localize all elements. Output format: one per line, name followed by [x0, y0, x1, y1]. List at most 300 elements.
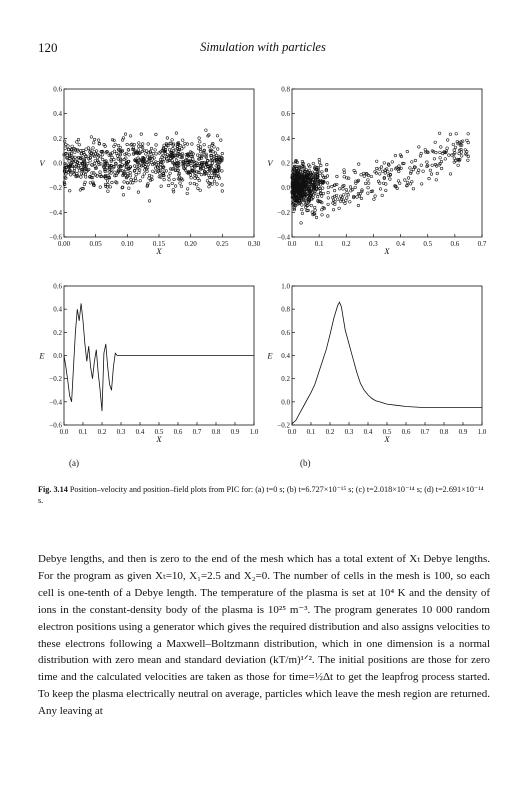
data-point [360, 173, 363, 176]
data-point [93, 162, 96, 165]
data-point [315, 216, 318, 219]
data-point [420, 164, 423, 167]
data-point [154, 171, 157, 174]
data-point [430, 173, 433, 176]
x-axis-label: X [384, 246, 390, 256]
data-point [129, 174, 132, 177]
data-point [431, 164, 434, 167]
data-point [354, 186, 357, 189]
data-point [174, 185, 177, 188]
data-point [367, 186, 370, 189]
data-point [152, 152, 155, 155]
x-tick-label: 0.6 [450, 240, 460, 248]
data-point [375, 160, 378, 163]
data-point [168, 179, 171, 182]
x-tick-label: 0.10 [121, 240, 134, 248]
data-point [453, 149, 456, 152]
x-axis-label: X [156, 246, 162, 256]
data-point [332, 208, 335, 211]
data-point [434, 141, 437, 144]
data-point [375, 167, 378, 170]
data-point [65, 143, 68, 146]
data-point [137, 149, 140, 152]
data-point [357, 163, 360, 166]
data-point [444, 158, 447, 161]
y-tick-label: 0.2 [53, 134, 62, 143]
x-tick-label: 0.3 [116, 428, 126, 436]
data-point [321, 214, 324, 217]
data-point [435, 179, 438, 182]
data-point [381, 194, 384, 197]
y-tick-label: −0.2 [277, 208, 290, 217]
y-tick-label: −0.4 [277, 233, 290, 242]
data-point [106, 186, 109, 189]
data-point [409, 183, 412, 186]
data-point [138, 169, 141, 172]
data-point [148, 200, 151, 203]
data-point [391, 161, 394, 164]
data-point [438, 132, 441, 135]
data-point [384, 172, 387, 175]
data-point [317, 193, 320, 196]
data-point [99, 171, 102, 174]
data-point [379, 188, 382, 191]
data-point [321, 171, 324, 174]
data-point [152, 170, 155, 173]
y-axis-label: V [267, 158, 273, 168]
x-tick-label: 0.1 [78, 428, 88, 436]
data-point [342, 194, 345, 197]
x-tick-label: 0.25 [216, 240, 229, 248]
data-point [428, 177, 431, 180]
x-tick-label: 0.3 [369, 240, 378, 248]
data-point [310, 204, 313, 207]
data-point [175, 132, 178, 135]
data-point [169, 172, 172, 175]
data-point [320, 164, 323, 167]
data-point [198, 137, 201, 140]
data-point [406, 150, 409, 153]
data-point [213, 180, 216, 183]
data-point [343, 169, 346, 172]
x-tick-label: 0.6 [401, 428, 411, 436]
data-point [166, 137, 169, 140]
figure-caption [38, 484, 490, 506]
data-point [171, 139, 174, 142]
data-point [318, 161, 321, 164]
y-tick-label: 0.2 [281, 375, 290, 384]
y-tick-label: 0.0 [281, 184, 290, 193]
data-point [449, 173, 452, 176]
data-point [135, 173, 138, 176]
data-point [137, 191, 140, 194]
data-point [140, 133, 143, 136]
data-point [97, 139, 100, 142]
data-point [155, 153, 158, 156]
y-tick-label: 0.8 [281, 305, 290, 314]
data-point [168, 175, 171, 178]
data-point [206, 180, 209, 183]
data-point [111, 156, 114, 159]
data-point [301, 208, 304, 211]
data-point [409, 167, 412, 170]
data-point [203, 143, 206, 146]
data-point [400, 167, 403, 170]
data-point [111, 181, 114, 184]
data-point [186, 192, 189, 195]
series-line [292, 302, 482, 424]
data-point [148, 177, 151, 180]
data-point [457, 164, 460, 167]
data-point [111, 138, 114, 141]
data-point [163, 158, 166, 161]
x-tick-label: 0.6 [173, 428, 183, 436]
data-point [318, 158, 321, 161]
data-point [160, 185, 163, 188]
data-point [130, 178, 133, 181]
data-point [398, 170, 401, 173]
y-tick-label: 0.4 [281, 352, 290, 360]
chart-bottom-left [38, 283, 258, 445]
panel-label-b: (b) [300, 458, 311, 468]
x-tick-label: 0.1 [314, 240, 324, 248]
data-point [314, 209, 317, 212]
data-point [101, 158, 104, 161]
data-point [327, 186, 330, 189]
chart-bottom-right [266, 283, 486, 445]
x-tick-label: 0.8 [211, 428, 221, 436]
data-point [69, 174, 72, 177]
data-point [460, 155, 463, 158]
data-point [389, 178, 392, 181]
data-point [74, 151, 77, 154]
data-point [448, 154, 451, 157]
data-point [168, 148, 171, 151]
data-point [199, 189, 202, 192]
data-point [301, 212, 304, 215]
caption-label: Fig. 3.14 [38, 485, 68, 494]
y-tick-label: −0.2 [49, 375, 62, 384]
x-tick-label: 0.7 [420, 428, 430, 436]
x-tick-label: 0.5 [423, 240, 433, 248]
x-tick-label: 0.0 [287, 240, 297, 248]
data-point [107, 190, 110, 193]
data-point [221, 152, 224, 155]
data-point [208, 185, 211, 188]
data-point [374, 195, 377, 198]
y-tick-label: 0.4 [53, 305, 62, 314]
data-point [80, 176, 83, 179]
body-text [38, 551, 490, 720]
data-point [113, 145, 116, 148]
data-point [420, 183, 423, 186]
x-tick-label: 0.1 [306, 428, 316, 436]
data-point [331, 185, 334, 188]
data-point [333, 189, 336, 192]
data-point [439, 157, 442, 160]
data-point [191, 143, 194, 146]
data-point [113, 139, 116, 142]
data-point [412, 187, 415, 190]
data-point [346, 197, 349, 200]
y-tick-label: −0.6 [49, 233, 62, 242]
x-tick-label: 0.4 [396, 240, 405, 248]
data-point [183, 145, 186, 148]
data-point [155, 133, 158, 136]
data-point [200, 173, 203, 176]
data-point [79, 189, 82, 192]
data-point [313, 206, 316, 209]
data-point [138, 142, 141, 145]
data-point [196, 154, 199, 157]
data-point [342, 188, 345, 191]
data-point [181, 139, 184, 142]
caption-text: Position–velocity and position–field plots from PIC for: (a) t=0 s; (b) t=6.727×10⁻¹⁵ s; (c) t=2.018×10⁻¹⁴ s; (d) t=2.691×10⁻¹⁴ s. [38, 485, 484, 505]
x-tick-label: 0.0 [287, 428, 297, 436]
y-tick-label: −0.2 [49, 184, 62, 193]
data-point [96, 157, 99, 160]
data-point [141, 143, 144, 146]
x-tick-label: 0.2 [97, 428, 107, 436]
data-point [343, 175, 346, 178]
y-tick-label: 1.0 [281, 282, 290, 291]
data-point [186, 143, 189, 146]
data-point [455, 133, 458, 136]
x-tick-label: 0.9 [458, 428, 468, 436]
page-number: 120 [38, 40, 58, 55]
data-point [436, 172, 439, 175]
data-point [180, 185, 183, 188]
data-point [128, 154, 131, 157]
data-point [197, 187, 200, 190]
data-point [87, 162, 90, 165]
data-point [221, 170, 224, 173]
data-point [440, 167, 443, 170]
data-point [349, 186, 352, 189]
x-tick-label: 0.2 [325, 428, 335, 436]
body-paragraph: Debye lengths, and then is zero to the end of the mesh which has a total extent of Xₜ Debye lengths. For the program as given Xₜ=10, X₁=2.5 and X₂=0. The number of cells in the mesh is 100, so each cell is one-tenth of a Debye length. The temperature of the plasma is set at 10⁴ K and the density of ions in the constant-density body of the plasma is 10²⁵ m⁻³. The program generates 10 000 random electron positions using a generator which gives the required distribution and also assigns velocities to these electrons following a Maxwell–Boltzmann distribution, which in one dimension is a normal distribution with zero mean and standard deviation (kT/m)¹ᐟ². The initial positions are those for zero time and the calculated velocities are taken as those for time=½Δt to get the leapfrog process started. To keep the plasma electrically neutral on average, particles which leave the mesh region are returned. Any leaving at [38, 553, 490, 718]
data-point [397, 180, 400, 183]
data-point [360, 197, 363, 200]
data-point [412, 168, 415, 171]
data-point [363, 175, 366, 178]
data-point [89, 159, 92, 162]
data-point [220, 139, 223, 142]
data-point [181, 148, 184, 151]
data-point [326, 182, 329, 185]
data-point [414, 159, 417, 162]
data-point [139, 179, 142, 182]
x-tick-label: 0.00 [57, 240, 71, 248]
data-point [129, 135, 132, 138]
x-tick-label: 0.8 [439, 428, 449, 436]
data-point [343, 171, 346, 174]
data-point [137, 145, 140, 148]
data-point [65, 156, 68, 159]
data-point [466, 150, 469, 153]
data-point [467, 159, 470, 162]
data-point [90, 136, 93, 139]
data-point [147, 163, 150, 166]
data-point [68, 160, 71, 163]
y-tick-label: 0.4 [281, 134, 290, 143]
data-point [311, 211, 314, 214]
data-point [205, 129, 208, 132]
data-point [433, 158, 436, 161]
data-point [357, 204, 360, 207]
data-point [134, 177, 137, 180]
data-point [370, 175, 373, 178]
data-point [106, 180, 109, 183]
data-point [439, 151, 442, 154]
y-axis-label: E [39, 350, 45, 361]
x-tick-label: 0.15 [152, 240, 166, 248]
data-point [221, 190, 224, 193]
data-point [216, 135, 219, 138]
y-tick-label: −0.2 [277, 421, 290, 430]
data-point [221, 184, 224, 187]
data-point [186, 188, 189, 191]
data-point [336, 183, 339, 186]
data-point [406, 181, 409, 184]
x-tick-label: 0.0 [59, 428, 69, 436]
data-point [173, 178, 176, 181]
data-point [387, 170, 390, 173]
data-point [163, 178, 166, 181]
data-point [154, 149, 157, 152]
data-point [467, 155, 470, 158]
data-point [158, 169, 161, 172]
data-point [449, 133, 452, 136]
data-point [99, 186, 102, 189]
data-point [422, 170, 425, 173]
data-point [179, 160, 182, 163]
data-point [198, 179, 201, 182]
data-point [426, 161, 429, 164]
data-point [367, 179, 370, 182]
data-point [321, 208, 324, 211]
data-point [197, 144, 200, 147]
data-point [127, 172, 130, 175]
data-point [216, 148, 219, 151]
x-tick-label: 0.2 [341, 240, 351, 248]
data-point [128, 187, 131, 190]
x-tick-label: 1.0 [249, 428, 259, 436]
data-point [356, 196, 359, 199]
data-point [321, 187, 324, 190]
data-point [336, 175, 339, 178]
data-point [76, 141, 79, 144]
data-point [324, 176, 327, 179]
data-point [115, 152, 118, 155]
data-point [336, 198, 339, 201]
data-point [92, 147, 95, 150]
data-point [171, 182, 174, 185]
data-point [378, 168, 381, 171]
y-tick-label: 0.0 [281, 398, 290, 407]
data-point [418, 146, 421, 149]
running-title: Simulation with particles [200, 40, 326, 54]
data-point [138, 171, 141, 174]
data-point [364, 182, 367, 185]
data-point [150, 147, 153, 150]
data-point [367, 192, 370, 195]
data-point [199, 151, 202, 154]
data-point [119, 146, 122, 149]
data-point [145, 153, 148, 156]
data-point [186, 164, 189, 167]
data-point [155, 144, 158, 147]
data-point [467, 133, 470, 136]
data-point [87, 147, 90, 150]
data-point [394, 154, 397, 157]
data-point [417, 169, 420, 172]
data-point [116, 155, 119, 158]
data-point [148, 174, 151, 177]
x-tick-label: 0.5 [154, 428, 164, 436]
data-point [338, 188, 341, 191]
data-point [89, 182, 92, 185]
data-point [126, 143, 129, 146]
data-point [163, 144, 166, 147]
x-tick-label: 0.3 [344, 428, 354, 436]
data-point [71, 145, 74, 148]
y-axis-label: E [267, 350, 273, 361]
data-point [417, 172, 420, 175]
data-point [461, 140, 464, 143]
data-point [446, 147, 449, 150]
data-point [458, 152, 461, 155]
data-point [78, 143, 81, 146]
data-point [346, 191, 349, 194]
x-axis-label: X [384, 434, 390, 444]
x-tick-label: 0.20 [184, 240, 197, 248]
data-point [390, 169, 393, 172]
x-tick-label: 0.4 [363, 428, 373, 436]
chart-top-left [39, 86, 260, 257]
data-point [179, 182, 182, 185]
data-point [385, 189, 388, 192]
data-point [68, 189, 71, 192]
data-point [199, 141, 202, 144]
y-tick-label: 0.4 [53, 110, 62, 119]
data-point [208, 145, 211, 148]
data-point [327, 191, 330, 194]
data-point [344, 202, 347, 205]
data-point [178, 148, 181, 151]
data-point [216, 183, 219, 186]
y-tick-label: 0.6 [281, 328, 290, 337]
data-point [380, 166, 383, 169]
data-point [114, 171, 117, 174]
data-point [93, 138, 96, 141]
x-tick-label: 0.9 [230, 428, 240, 436]
data-point [420, 152, 423, 155]
data-point [147, 143, 150, 146]
y-tick-label: 0.0 [53, 352, 62, 360]
data-point [301, 204, 304, 207]
data-point [338, 207, 341, 210]
data-point [92, 141, 95, 144]
data-point [109, 186, 112, 189]
data-point [367, 182, 370, 185]
y-tick-label: 0.2 [53, 328, 62, 337]
data-point [124, 133, 127, 136]
data-point [184, 142, 187, 145]
x-tick-label: 0.05 [89, 240, 102, 248]
data-point [190, 177, 193, 180]
data-point [113, 150, 116, 153]
